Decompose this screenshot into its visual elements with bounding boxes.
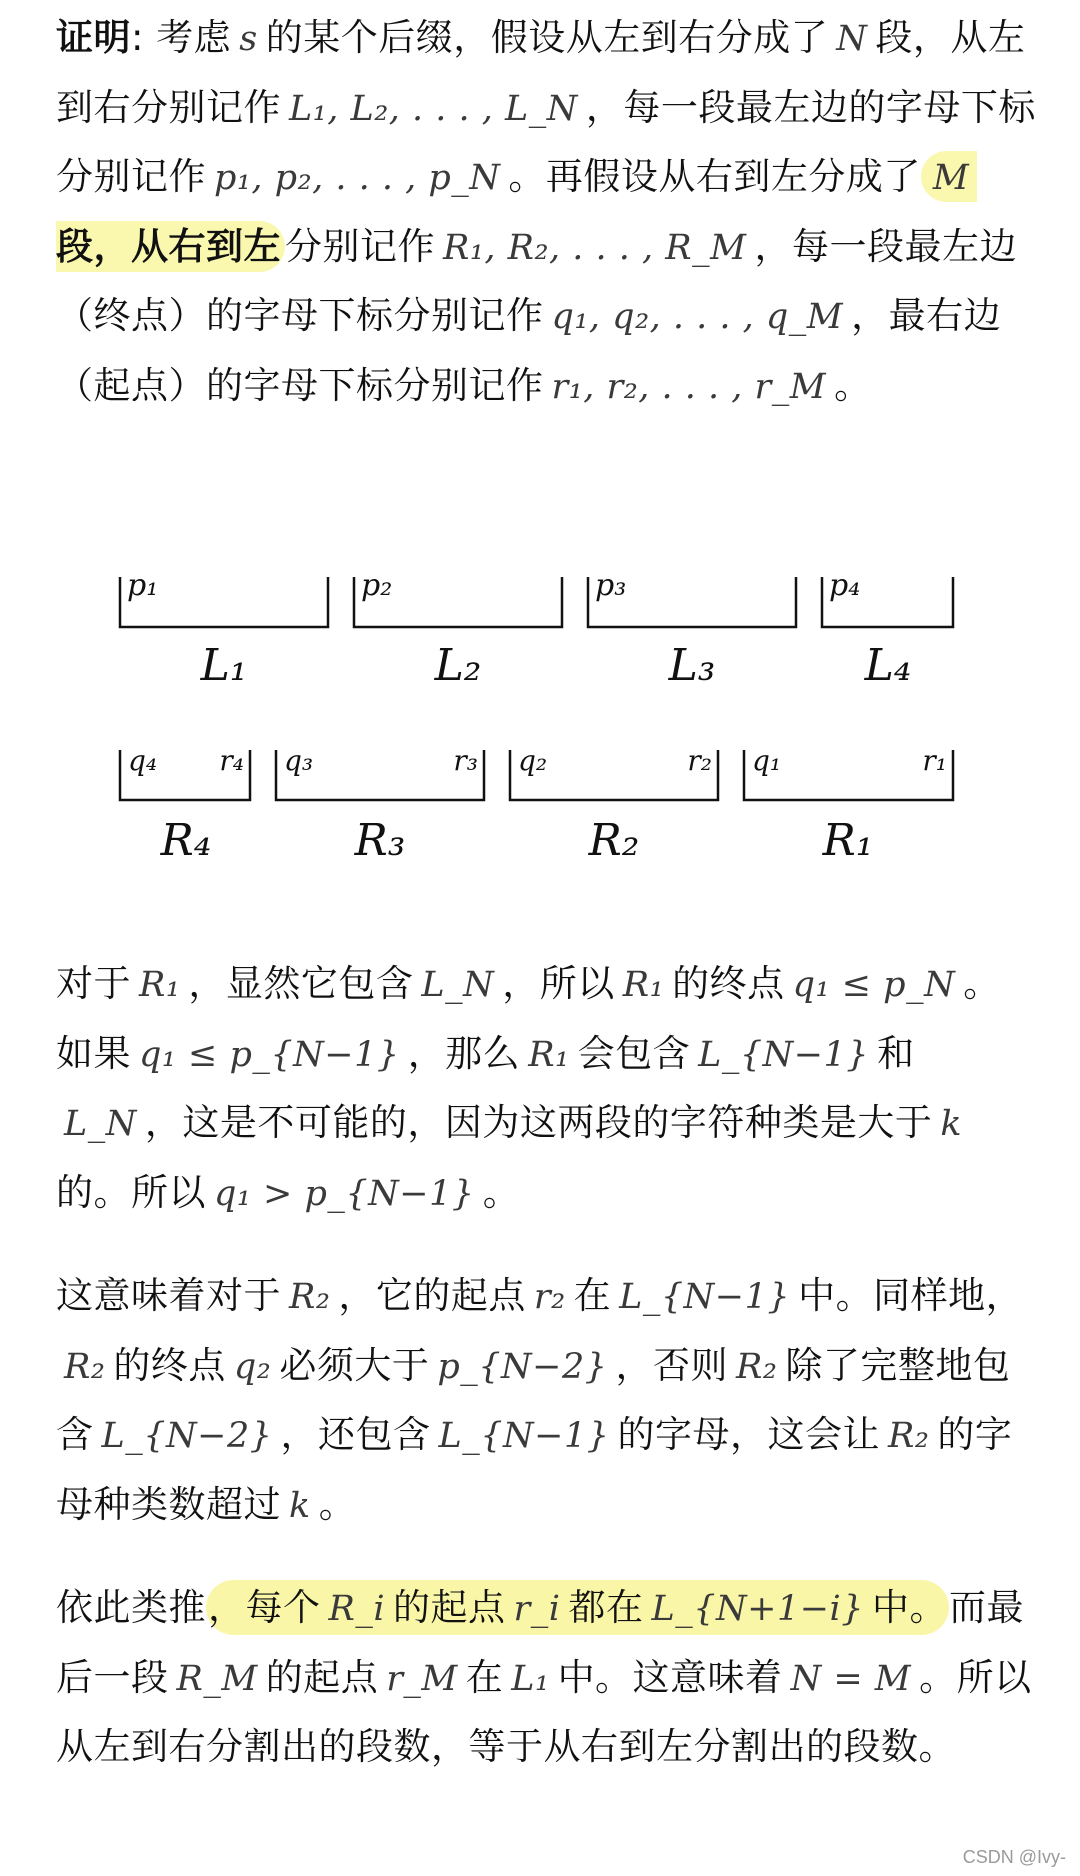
paragraph-3 <box>56 1262 1036 1540</box>
math: L_{N+1−i} <box>651 1589 865 1629</box>
text: 的。所以 <box>56 1170 206 1214</box>
text: ，否则 <box>615 1343 728 1387</box>
label-q3: q₃ <box>284 744 314 777</box>
math: R₁ <box>528 1034 570 1075</box>
text: 中。这意味着 <box>557 1655 783 1699</box>
label-r2: r₂ <box>687 744 712 777</box>
math: r₂ <box>533 1277 566 1317</box>
label-p4: p₄ <box>829 568 861 603</box>
math: L_{N−1} <box>698 1034 870 1075</box>
label-r3: r₃ <box>453 744 478 777</box>
math: R₂ <box>888 1416 930 1456</box>
math: L_{N−1} <box>438 1416 610 1456</box>
text: : 考虑 <box>131 16 232 59</box>
text: ，每一段最左边（终点）的字母下标分别记作 <box>56 224 1017 337</box>
paragraph-2 <box>56 950 1036 1228</box>
text: ，显然它包含 <box>188 962 414 1005</box>
text: 会包含 <box>577 1031 691 1075</box>
text: 而最后一段 <box>56 1586 1025 1699</box>
label-q2: q₂ <box>518 744 548 777</box>
label-p2: p₂ <box>361 568 393 603</box>
paragraph-4 <box>56 1574 1036 1782</box>
text: 的字母，这会让 <box>617 1413 880 1456</box>
math: M <box>932 158 970 198</box>
text: 分别记作 <box>285 224 435 268</box>
label-p1: p₁ <box>127 568 159 603</box>
text: 必须大于 <box>279 1343 430 1387</box>
math: q₁ ≤ p_N <box>792 965 956 1005</box>
text: 的某个后缀，假设从左到右分成了 <box>265 16 829 59</box>
math: k <box>940 1104 963 1144</box>
math: L_{N−1} <box>619 1277 791 1317</box>
math: q₁ ≤ p_{N−1} <box>139 1034 400 1075</box>
label-r4: r₄ <box>219 744 244 777</box>
watermark: CSDN @Ivy- <box>962 1847 1066 1867</box>
text: 的起点 <box>265 1655 379 1699</box>
math: q₁ > p_{N−1} <box>214 1173 475 1214</box>
math: k <box>289 1485 311 1526</box>
label-q1: q₁ <box>752 744 782 777</box>
math: r_M <box>386 1658 458 1699</box>
math: R₁, R₂, . . . , R_M <box>443 227 747 268</box>
math: R_M <box>176 1658 258 1699</box>
proof-label: 证明 <box>56 16 131 59</box>
text: 。如果 <box>56 962 1001 1075</box>
text: ，每个 <box>208 1586 321 1629</box>
label-R1: R₁ <box>822 815 874 866</box>
text: ，这是不可能的，因为这两段的字符种类是大于 <box>144 1101 933 1144</box>
text: 在 <box>573 1274 612 1317</box>
math: p₁, p₂, . . . , p_N <box>214 158 501 198</box>
math: r_i <box>513 1589 561 1629</box>
text: 。 <box>834 363 872 407</box>
text: ，所以 <box>502 962 615 1005</box>
text: ，还包含 <box>280 1413 431 1456</box>
label-r1: r₁ <box>922 744 947 777</box>
highlight <box>206 1580 949 1635</box>
text: 除了完整地包含 <box>56 1343 1011 1456</box>
text: 。再假设从右到左分成了 <box>508 155 921 198</box>
label-L4: L₄ <box>864 640 912 691</box>
text: 和 <box>877 1031 915 1075</box>
text: ，最右边（起点）的字母下标分别记作 <box>56 294 1002 407</box>
proof-paragraph <box>56 4 1036 421</box>
text: 这意味着对于 <box>56 1274 281 1317</box>
math: L₁, L₂, . . . , L_N <box>289 88 578 129</box>
math: R₁ <box>622 965 665 1005</box>
text: 。 <box>482 1170 521 1214</box>
text: 在 <box>465 1655 504 1699</box>
math: N = M <box>790 1658 912 1699</box>
text: 都在 <box>568 1586 644 1629</box>
text: 中。同样地， <box>798 1274 1024 1317</box>
label-L1: L₁ <box>200 640 248 691</box>
label-q4: q₄ <box>128 744 158 777</box>
math: R₁ <box>139 965 181 1005</box>
math: q₁, q₂, . . . , q_M <box>551 297 844 337</box>
text: 的字母种类数超过 <box>56 1413 1013 1526</box>
text: 中。 <box>872 1586 948 1629</box>
text: 依此类推 <box>56 1586 206 1629</box>
math: r₁, r₂, . . . , r_M <box>551 366 827 407</box>
label-R2: R₂ <box>588 815 640 866</box>
label-L2: L₂ <box>434 640 482 691</box>
math: N <box>836 19 868 59</box>
text: 的终点 <box>113 1343 226 1387</box>
math: L_{N−2} <box>101 1416 273 1456</box>
math: R₂ <box>289 1277 331 1317</box>
text: 的起点 <box>393 1586 506 1629</box>
math: s <box>239 19 258 59</box>
text: 。 <box>318 1482 357 1526</box>
text: 的终点 <box>672 962 785 1005</box>
math: L_N <box>64 1104 137 1144</box>
text: 段，从左到右分别记作 <box>56 16 1026 129</box>
label-R3: R₃ <box>354 815 406 866</box>
math: R_i <box>328 1589 386 1629</box>
segment-diagram <box>0 560 1080 900</box>
text: ，它的起点 <box>338 1274 526 1317</box>
text: ，那么 <box>407 1031 521 1075</box>
text: ，每一段最左边的字母下标分别记作 <box>56 85 1036 198</box>
math: q₂ <box>233 1346 272 1387</box>
math: L_N <box>421 965 495 1005</box>
math: L₁ <box>511 1658 550 1699</box>
text: 。所以从左到右分割出的段数，等于从右到左分割出的段数。 <box>56 1655 1032 1768</box>
math: R₂ <box>736 1346 778 1387</box>
math: p_{N−2} <box>437 1346 608 1387</box>
text: 对于 <box>56 962 131 1005</box>
text: 段，从右到左 <box>56 224 281 268</box>
label-p3: p₃ <box>595 568 627 603</box>
label-R4: R₄ <box>160 815 212 866</box>
math: R₂ <box>64 1346 106 1387</box>
label-L3: L₃ <box>668 640 716 691</box>
